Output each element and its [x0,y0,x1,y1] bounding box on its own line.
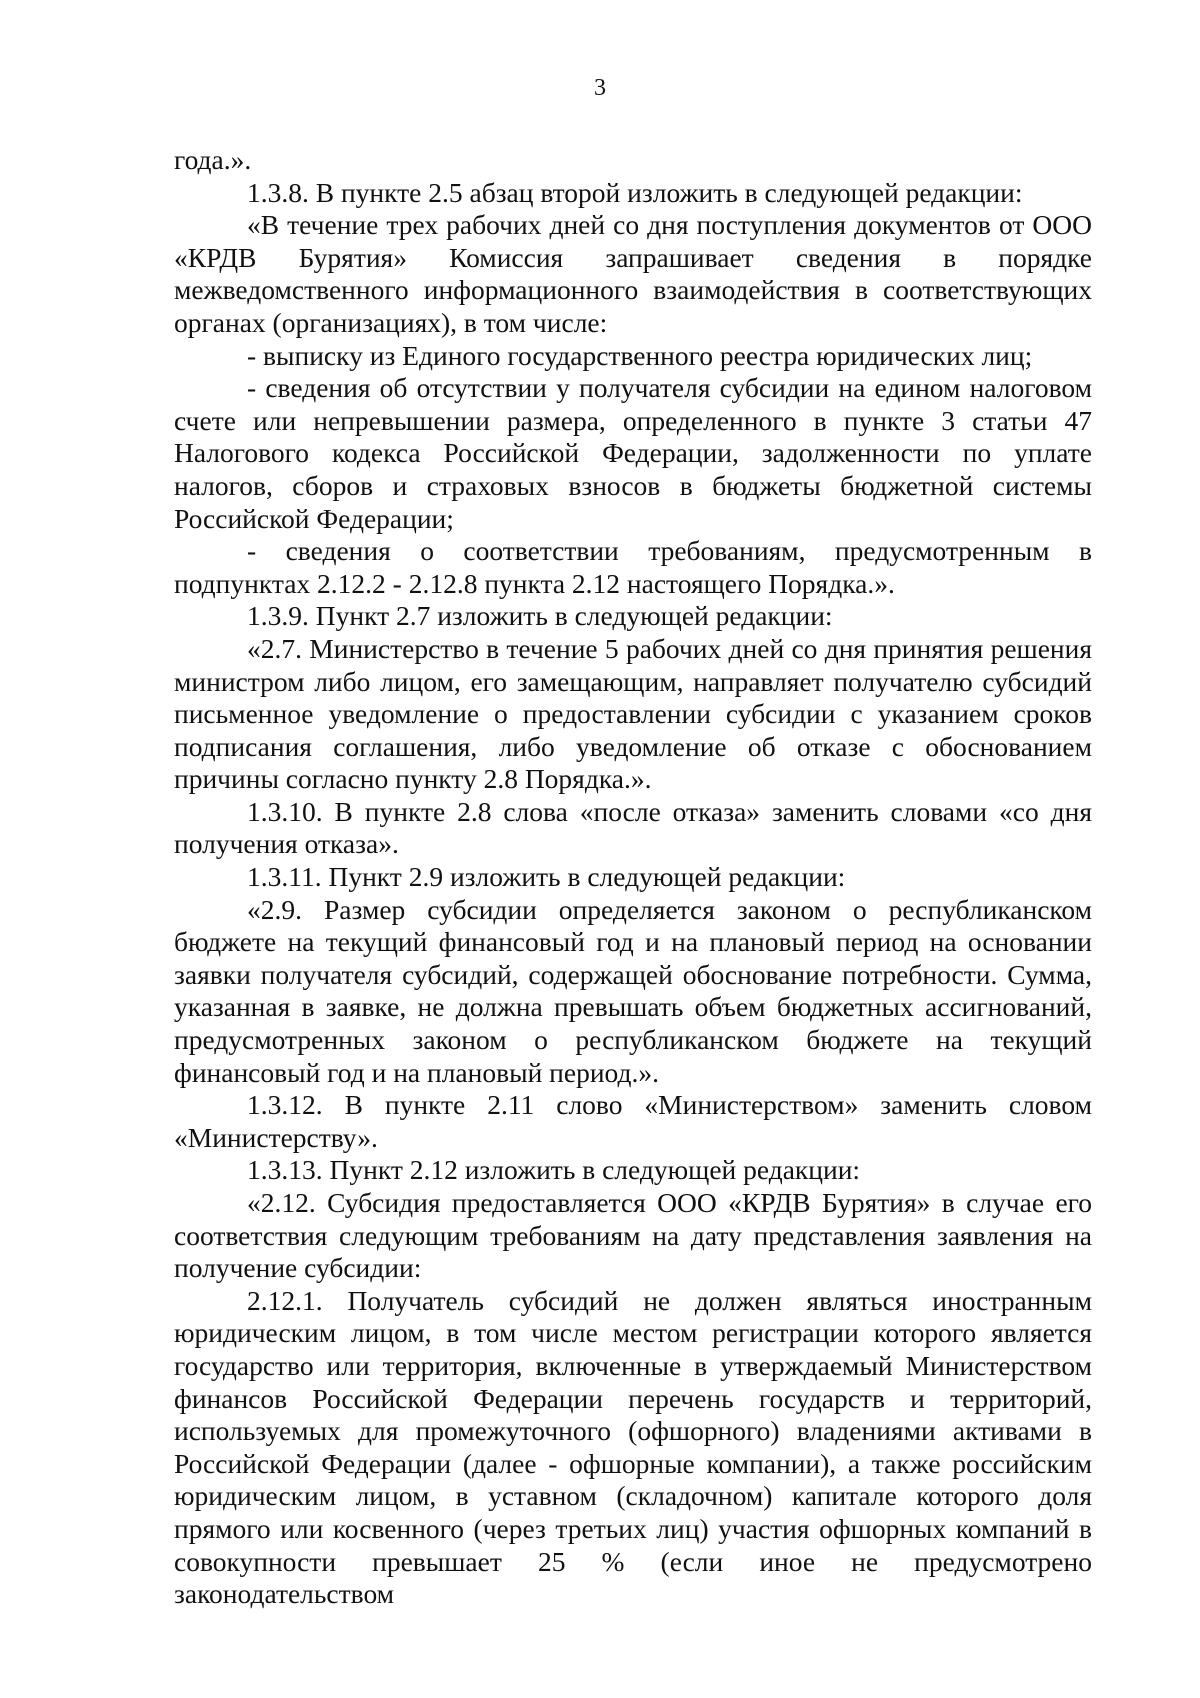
paragraph-quote-2-9: «2.9. Размер субсидии определяется законом о республиканском бюджете на текущий финансовый год и на плановый период на основании заявки получателя субсидий, содержащей обоснование потребности. Сумма, указанная в заявке, не должна превышать объем бюджетных ассигнований, предусмотренных законом о республиканском бюджете на текущий финансовый год и на плановый период.». [174,893,1092,1088]
paragraph-continuation: года.». [174,144,252,175]
paragraph-1-3-8: 1.3.8. В пункте 2.5 абзац второй изложить в следующей редакции: [247,176,1023,208]
paragraph-1-3-10: 1.3.10. В пункте 2.8 слова «после отказа» заменить словами «со дня получения отказа». [174,795,1092,860]
paragraph-list-item-registry: - выписку из Единого государственного реестра юридических лиц; [247,339,1033,371]
paragraph-1-3-12: 1.3.12. В пункте 2.11 слово «Министерством» заменить словом «Министерству». [174,1089,1092,1153]
paragraph-list-item-tax: - сведения об отсутствии у получателя субсидии на едином налоговом счете или непревышении размера, определенного в пункте 3 статьи 47 Налогового кодекса Российской Федерации, задолженности по уплате налогов, сборов и страховых взносов в бюджеты бюджетной системы Российской Федерации; [174,372,1092,534]
paragraph-quote-2-7: «2.7. Министерство в течение 5 рабочих дней со дня принятия решения министром либо лицом, его замещающим, направляет получателю субсидий письменное уведомление о предоставлении субсидии с указанием сроков подписания соглашения, либо уведомление об отказе с обоснованием причины согласно пункту 2.8 Порядка.». [174,632,1092,795]
paragraph-quote-2-5: «В течение трех рабочих дней со дня поступления документов от ООО «КРДВ Бурятия» Комиссия запрашивает сведения в порядке межведомственного информационного взаимодействия в соответствующих органах (организациях), в том числе: [174,209,1092,338]
paragraph-2-12-1: 2.12.1. Получатель субсидий не должен являться иностранным юридическим лицом, в том числе местом регистрации которого является государство или территория, включенные в утверждаемый Министерством финансов Российской Федерации перечень государств и территорий, используемых для промежуточного (офшорного) владениями активами в Российской Федерации (далее - офшорные компании), а также российским юридическим лицом, в уставном (складочном) капитале которого доля прямого или косвенного (через третьих лиц) участия офшорных компаний в совокупности превышает 25 % (если иное не предусмотрено законодательством [174,1284,1092,1610]
paragraph-list-item-requirements: - сведения о соответствии требованиям, предусмотренным в подпунктах 2.12.2 - 2.12.8 пункта 2.12 настоящего Порядка.». [174,535,1092,599]
paragraph-quote-2-12: «2.12. Субсидия предоставляется ООО «КРДВ Бурятия» в случае его соответствия следующим требованиям на дату представления заявления на получение субсидии: [174,1187,1092,1284]
paragraph-1-3-11: 1.3.11. Пункт 2.9 изложить в следующей редакции: [247,861,846,893]
paragraph-1-3-13: 1.3.13. Пункт 2.12 изложить в следующей редакции: [247,1154,861,1186]
document-body [174,144,1092,1611]
paragraph-1-3-9: 1.3.9. Пункт 2.7 изложить в следующей редакции: [247,600,833,632]
page-number: 3 [594,75,606,101]
